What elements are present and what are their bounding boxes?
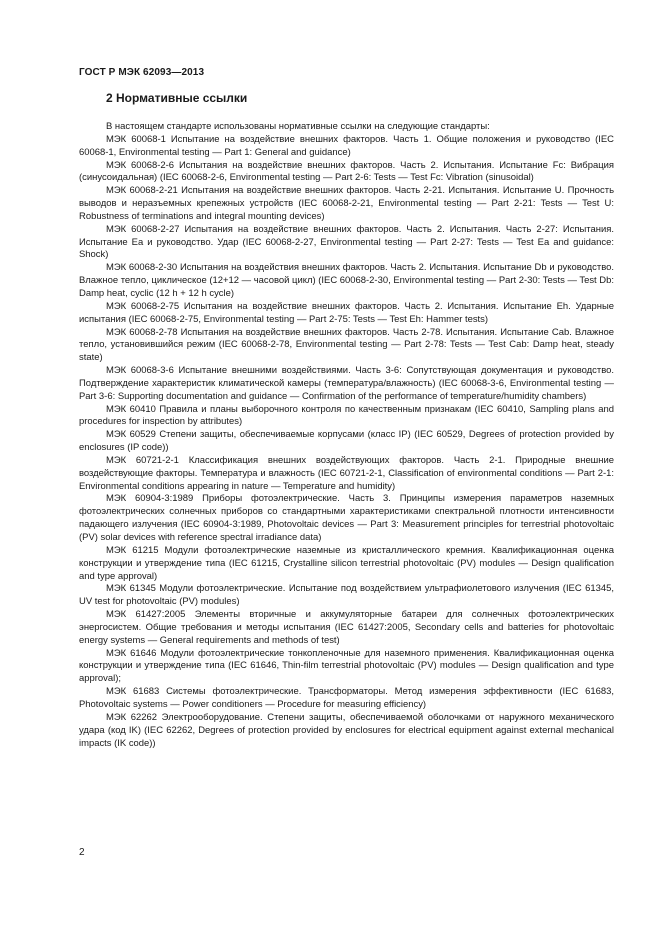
reference-item: МЭК 60068-2-27 Испытания на воздействие внешних факторов. Часть 2. Испытания. Часть 2-27: Испытания. Испытание Ea и руководство. Удар (IEC 60068-2-27, Environmental testing — Part 2-27: Tests — Test Ea and guidance: Shock) bbox=[79, 223, 614, 261]
document-header: ГОСТ Р МЭК 62093—2013 bbox=[79, 67, 205, 78]
section-title: 2 Нормативные ссылки bbox=[106, 91, 248, 105]
reference-item: МЭК 60068-2-75 Испытания на воздействие внешних факторов. Часть 2. Испытания. Испытание Eh. Ударные испытания (IEC 60068-2-75, Environmental testing — Part 2-75: Tests — Test Eh: Hammer tests) bbox=[79, 300, 614, 325]
reference-item: МЭК 60410 Правила и планы выборочного контроля по качественным признакам (IEC 60410, Sampling plans and procedures for inspection by attributes) bbox=[79, 403, 614, 428]
reference-item: МЭК 60721-2-1 Классификация внешних воздействующих факторов. Часть 2-1. Природные внешние воздействующие факторы. Температура и влажность (IEC 60721-2-1, Classification of environmental conditions — Part 2-1: Environmental conditions appearing in nature — Temperature and humidity) bbox=[79, 454, 614, 492]
reference-item: МЭК 61646 Модули фотоэлектрические тонкопленочные для наземного применения. Квалификационная оценка конструкции и утверждение типа (IEC 61646, Thin-film terrestrial photovoltaic (PV) modules — Design qualification and type approval); bbox=[79, 647, 614, 685]
reference-item: МЭК 62262 Электрооборудование. Степени защиты, обеспечиваемой оболочками от наружного механического удара (код IK) (IEC 62262, Degrees of protection provided by enclosures for electrical equipment against external mechanical impacts (IK code)) bbox=[79, 711, 614, 749]
reference-item: МЭК 60068-2-30 Испытания на воздействия внешних факторов. Часть 2. Испытания. Испытание Db и руководство. Влажное тепло, циклическое (12+12 — часовой цикл) (IEC 60068-2-30, Environmental testing — Part 2-30: Tests — Test Db: Damp heat, cyclic (12 h + 12 h cycle) bbox=[79, 262, 614, 299]
reference-item: МЭК 60904-3:1989 Приборы фотоэлектрические. Часть 3. Принципы измерения параметров наземных фотоэлектрических солнечных приборов со стандартными характеристиками спектральной плотности интенсивности падающего излучения (IEC 60904-3:1989, Photovoltaic devices — Part 3: Measurement principles for terrestrial photovoltaic (PV) solar devices with reference spectral irradiance data) bbox=[79, 493, 614, 543]
reference-item: МЭК 60068-3-6 Испытание внешними воздействиями. Часть 3-6: Сопутствующая документация и руководство. Подтверждение характеристик климатической камеры (температура/влажность) (IEC 60068-3-6, Environmental testing — Part 3-6: Supporting documentation and guidance — Confirmation of the performance of temperature/humidity chambers) bbox=[79, 365, 614, 402]
reference-item: МЭК 61427:2005 Элементы вторичные и аккумуляторные батареи для солнечных фотоэлектрических энергосистем. Общие требования и методы испытания (IEC 61427:2005, Secondary cells and batteries for photovoltaic energy systems — General requirements and methods of test) bbox=[79, 609, 614, 646]
reference-item: МЭК 61215 Модули фотоэлектрические наземные из кристаллического кремния. Квалификационная оценка конструкции и утверждение типа (IEC 61215, Crystalline silicon terrestrial photovoltaic (PV) modules — Design qualification and type approval) bbox=[79, 544, 614, 582]
page-number: 2 bbox=[79, 847, 85, 858]
paragraph-intro: В настоящем стандарте использованы нормативные ссылки на следующие стандарты: bbox=[106, 121, 490, 132]
references-body bbox=[79, 121, 614, 750]
reference-item: МЭК 60068-1 Испытание на воздействие внешних факторов. Часть 1. Общие положения и руководство (IEC 60068-1, Environmental testing — Part 1: General and guidance) bbox=[79, 133, 614, 158]
reference-item: МЭК 60068-2-78 Испытания на воздействие внешних факторов. Часть 2-78. Испытания. Испытание Cab. Влажное тепло, установившийся режим (IEC 60068-2-78, Environmental testing — Part 2-78: Tests — Test Cab: Damp heat, steady state) bbox=[79, 326, 614, 364]
reference-item: МЭК 60529 Степени защиты, обеспечиваемые корпусами (класс IP) (IEC 60529, Degrees of protection provided by enclosures (IP code)) bbox=[79, 429, 614, 454]
reference-item: МЭК 61683 Системы фотоэлектрические. Трансформаторы. Метод измерения эффективности (IEC 61683, Photovoltaic systems — Power conditioners — Procedure for measuring efficiency) bbox=[79, 686, 614, 710]
reference-item: МЭК 60068-2-6 Испытания на воздействие внешних факторов. Часть 2. Испытания. Испытание Fc: Вибрация (синусоидальная) (IEC 60068-2-6, Environmental testing — Part 2-6: Tests — Test Fc: Vibration (sinusoidal) bbox=[79, 159, 614, 184]
reference-item: МЭК 61345 Модули фотоэлектрические. Испытание под воздействием ультрафиолетового излучения (IEC 61345, UV test for photovoltaic (PV) modules) bbox=[79, 583, 614, 608]
reference-item: МЭК 60068-2-21 Испытания на воздействие внешних факторов. Часть 2-21. Испытания. Испытание U. Прочность выводов и неразъемных крепежных устройств (IEC 60068-2-21, Environmental testing — Part 2-21: Tests — Test U: Robustness of terminations and integral mounting devices) bbox=[79, 185, 614, 222]
